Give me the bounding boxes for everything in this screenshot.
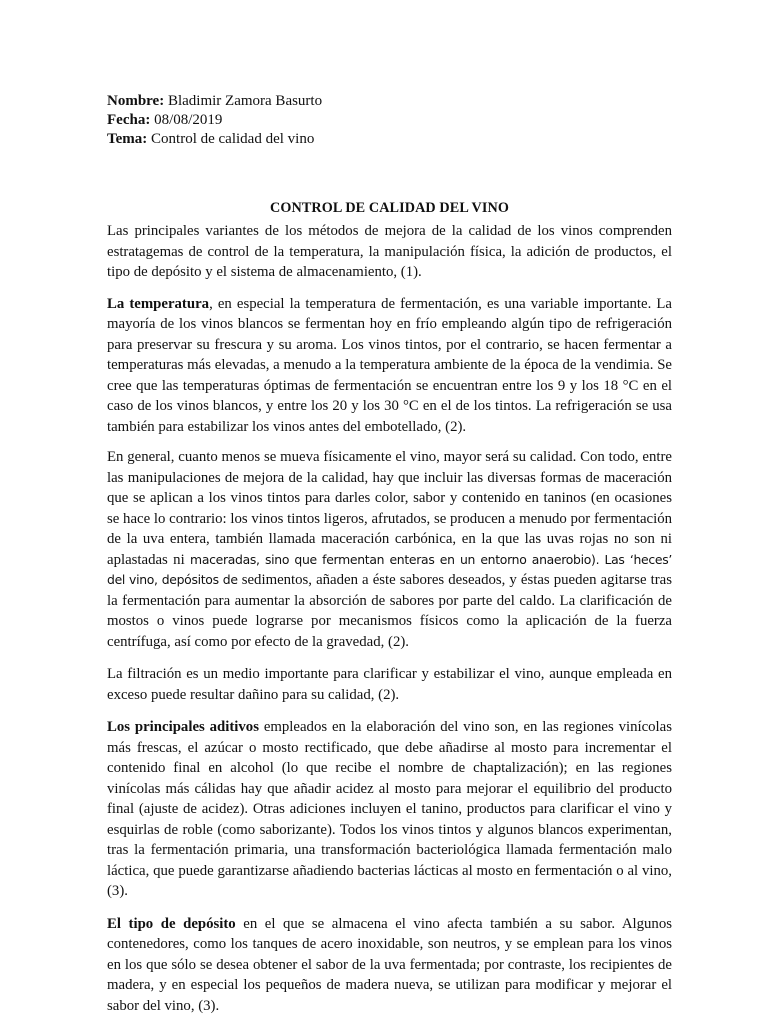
deposito-paragraph xyxy=(107,914,672,1017)
manipulacion-text-2: sedimentos, añaden a éste sabores deseados, y éstas pueden agitarse tras la fermentación para aumentar la absorción de sabores por parte del caldo. La clarificación de mostos o vinos puede lograrse por mecanismos físicos como la aplicación de la fuerza centrífuga, así como por efecto de la gravedad, (2). xyxy=(107,572,672,650)
fecha-value: 08/08/2019 xyxy=(150,112,223,128)
manipulacion-text-1: En general, cuanto menos se mueva físicamente el vino, mayor será su calidad. Con todo, entre las manipulaciones de mejora de la calidad, hay que incluir las diversas formas de maceración que se aplican a los vinos tintos para darles color, sabor y contenido en taninos (en ocasiones se hace lo contrario: los vinos tintos ligeros, afrutados, se producen a menudo por fermentación de la uva entera, también llamada maceración carbónica, en la que las uvas rojas no son ni aplastadas ni xyxy=(107,449,672,568)
fecha-label: Fecha: xyxy=(107,112,151,128)
deposito-heading: El tipo de depósito xyxy=(107,915,236,932)
tema-line xyxy=(107,130,672,149)
manipulacion-paragraph xyxy=(107,447,672,652)
temperatura-paragraph xyxy=(107,294,672,438)
temperatura-text: , en especial la temperatura de fermentación, es una variable importante. La mayoría de los vinos blancos se fermentan hoy en frío empleando algún tipo de refrigeración para preservar su frescura y su aroma. Los vinos tintos, por el contrario, se hacen fermentar a temperaturas más elevadas, a menudo a la temperatura ambiente de la época de la vendimia. Se cree que las temperaturas óptimas de fermentación se encuentran entre los 9 y los 18 °C en el caso de los vinos blancos, y entre los 20 y los 30 °C en el de los tintos. La refrigeración se usa también para estabilizar los vinos antes del embotellado, (2). xyxy=(107,295,672,435)
fecha-line xyxy=(107,111,672,130)
tema-label: Tema: xyxy=(107,131,148,147)
document-title: CONTROL DE CALIDAD DEL VINO xyxy=(270,200,509,216)
document-header xyxy=(107,92,672,149)
filtracion-paragraph: La filtración es un medio importante para clarificar y estabilizar el vino, aunque empleada en exceso puede resultar dañino para su calidad, (2). xyxy=(107,666,672,703)
nombre-line xyxy=(107,92,672,111)
temperatura-heading: La temperatura xyxy=(107,295,210,312)
aditivos-text: empleados en la elaboración del vino son, en las regiones vinícolas más frescas, el azúcar o mosto rectificado, que debe añadirse al mosto para incrementar el contenido final en alcohol (lo que recibe el nombre de chaptalización); en las regiones vinícolas más cálidas hay que añadir acidez al mosto para mejorar el equilibrio del producto final (ajuste de acidez). Otras adiciones incluyen el tanino, productos para clarificar el vino y esquirlas de roble (como saborizante). Todos los vinos tintos y algunos blancos experimentan, tras la fermentación primaria, una transformación bacteriológica llamada fermentación malo láctica, que puede garantizarse añadiendo bacterias lácticas al mosto en fermentación o al vino, (3). xyxy=(107,719,672,899)
manipulacion-text-handwritten: maceradas, sino que fermentan enteras en un entorno anaerobio). Las ‘heces’ del vino, depósitos de xyxy=(107,551,673,587)
aditivos-paragraph xyxy=(107,717,672,902)
nombre-label: Nombre: xyxy=(107,93,165,109)
aditivos-heading: Los principales aditivos xyxy=(107,719,259,735)
deposito-text: en el que se almacena el vino afecta también a su sabor. Algunos contenedores, como los tanques de acero inoxidable, son neutros, y se emplean para los vinos en los que sólo se desea obtener el sabor de la uva fermentada; por contraste, los recipientes de madera, y en especial los pequeños de madera nueva, se utilizan para modificar y mejorar el sabor del vino, (3). xyxy=(107,915,672,1014)
intro-paragraph: Las principales variantes de los métodos de mejora de la calidad de los vinos comprenden estratagemas de control de la temperatura, la manipulación física, la adición de productos, el tipo de depósito y el sistema de almacenamiento, (1). xyxy=(107,223,672,280)
tema-value: Control de calidad del vino xyxy=(147,131,315,147)
nombre-value: Bladimir Zamora Basurto xyxy=(164,93,323,109)
